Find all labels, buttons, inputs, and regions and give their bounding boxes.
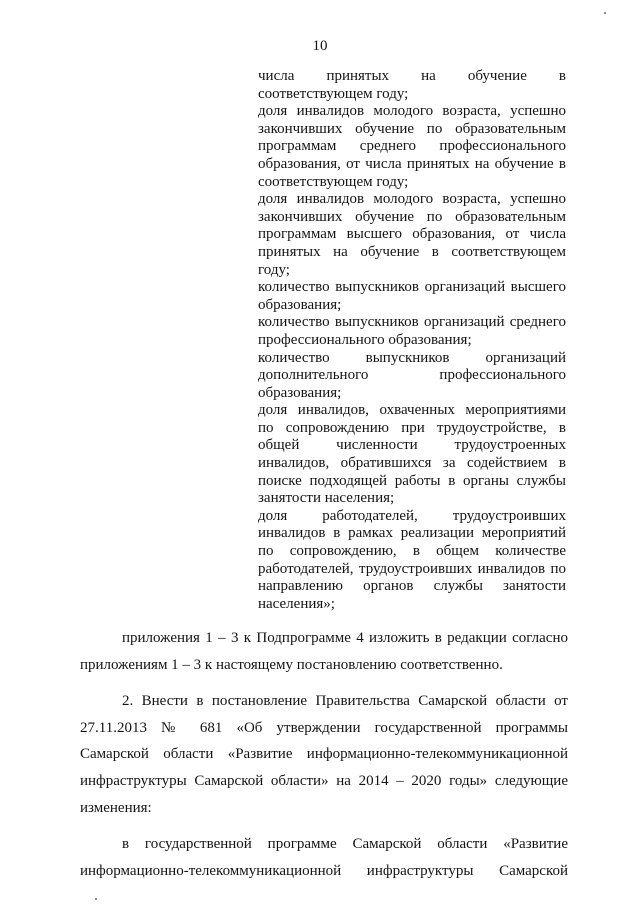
indicator-line: количество выпускников организаций высшего: [258, 279, 566, 296]
paragraph-line: 27.11.2013 № 681 «Об утверждении государственной программы: [80, 719, 568, 736]
indicator-line: по сопровождению, в общем количестве: [258, 543, 566, 560]
indicator-line: населения»;: [258, 595, 335, 612]
indicator-line: количество выпускников организаций среднего: [258, 314, 566, 331]
indicator-line: поиске подходящей работы в органы службы: [258, 472, 566, 489]
paragraph: [80, 625, 568, 678]
indicator-line: доля работодателей, трудоустроивших: [258, 507, 566, 524]
indicator-line: программам высшего образования, от числа: [258, 226, 566, 243]
scan-speck: [95, 898, 97, 900]
indicator-line: соответствующем году;: [258, 85, 409, 102]
paragraph-line: информационно-телекоммуникационной инфраструктуры Самарской: [80, 862, 568, 879]
paragraph-line: изменения:: [80, 799, 152, 816]
paragraph-line: приложения 1 – 3 к Подпрограмме 4 изложить в редакции согласно: [122, 630, 568, 646]
indicator-line: году;: [258, 261, 290, 278]
paragraph-line: Самарской области «Развитие информационно-телекоммуникационной: [80, 746, 568, 763]
paragraph: [80, 831, 568, 884]
indicator-line: программам среднего профессионального: [258, 138, 566, 155]
indicator-line: профессионального образования;: [258, 331, 472, 348]
indicator-line: доля инвалидов молодого возраста, успешно: [258, 103, 566, 120]
indicator-line: числа принятых на обучение в: [258, 68, 566, 84]
indicator-line: работодателей, трудоустроивших инвалидов по: [258, 560, 566, 577]
indicator-line: общей численности трудоустроенных: [258, 437, 566, 454]
paragraph-line: инфраструктуры Самарской области» на 2014 – 2020 годы» следующие: [80, 772, 568, 789]
indicator-list: [258, 68, 566, 613]
indicator-line: образования, от числа принятых на обучение в: [258, 155, 566, 172]
indicator-line: по сопровождению при трудоустройстве, в: [258, 419, 566, 436]
indicator-line: количество выпускников организаций: [258, 349, 566, 366]
indicator-line: направлению органов службы занятости: [258, 578, 566, 595]
indicator-line: принятых на обучение в соответствующем: [258, 243, 566, 260]
indicator-line: инвалидов в рамках реализации мероприятий: [258, 525, 566, 542]
scan-speck: [604, 12, 606, 14]
body-text: [80, 625, 568, 894]
indicator-line: доля инвалидов, охваченных мероприятиями: [258, 402, 566, 419]
indicator-line: закончивших обучение по образовательным: [258, 208, 566, 225]
indicator-line: инвалидов, обратившихся за содействием в: [258, 455, 566, 472]
paragraph-line: в государственной программе Самарской области «Развитие: [122, 836, 568, 853]
indicator-line: соответствующем году;: [258, 173, 409, 190]
indicator-line: образования;: [258, 384, 342, 401]
indicator-line: дополнительного профессионального: [258, 367, 566, 384]
indicator-line: занятости населения;: [258, 490, 395, 507]
paragraph: [80, 688, 568, 821]
indicator-line: доля инвалидов молодого возраста, успешно: [258, 191, 566, 208]
indicator-line: закончивших обучение по образовательным: [258, 120, 566, 137]
paragraph-line: приложениям 1 – 3 к настоящему постановлению соответственно.: [80, 656, 503, 673]
page-number: 10: [312, 38, 328, 54]
paragraph-line: 2. Внести в постановление Правительства Самарской области от: [122, 693, 568, 710]
indicator-line: образования;: [258, 296, 342, 313]
